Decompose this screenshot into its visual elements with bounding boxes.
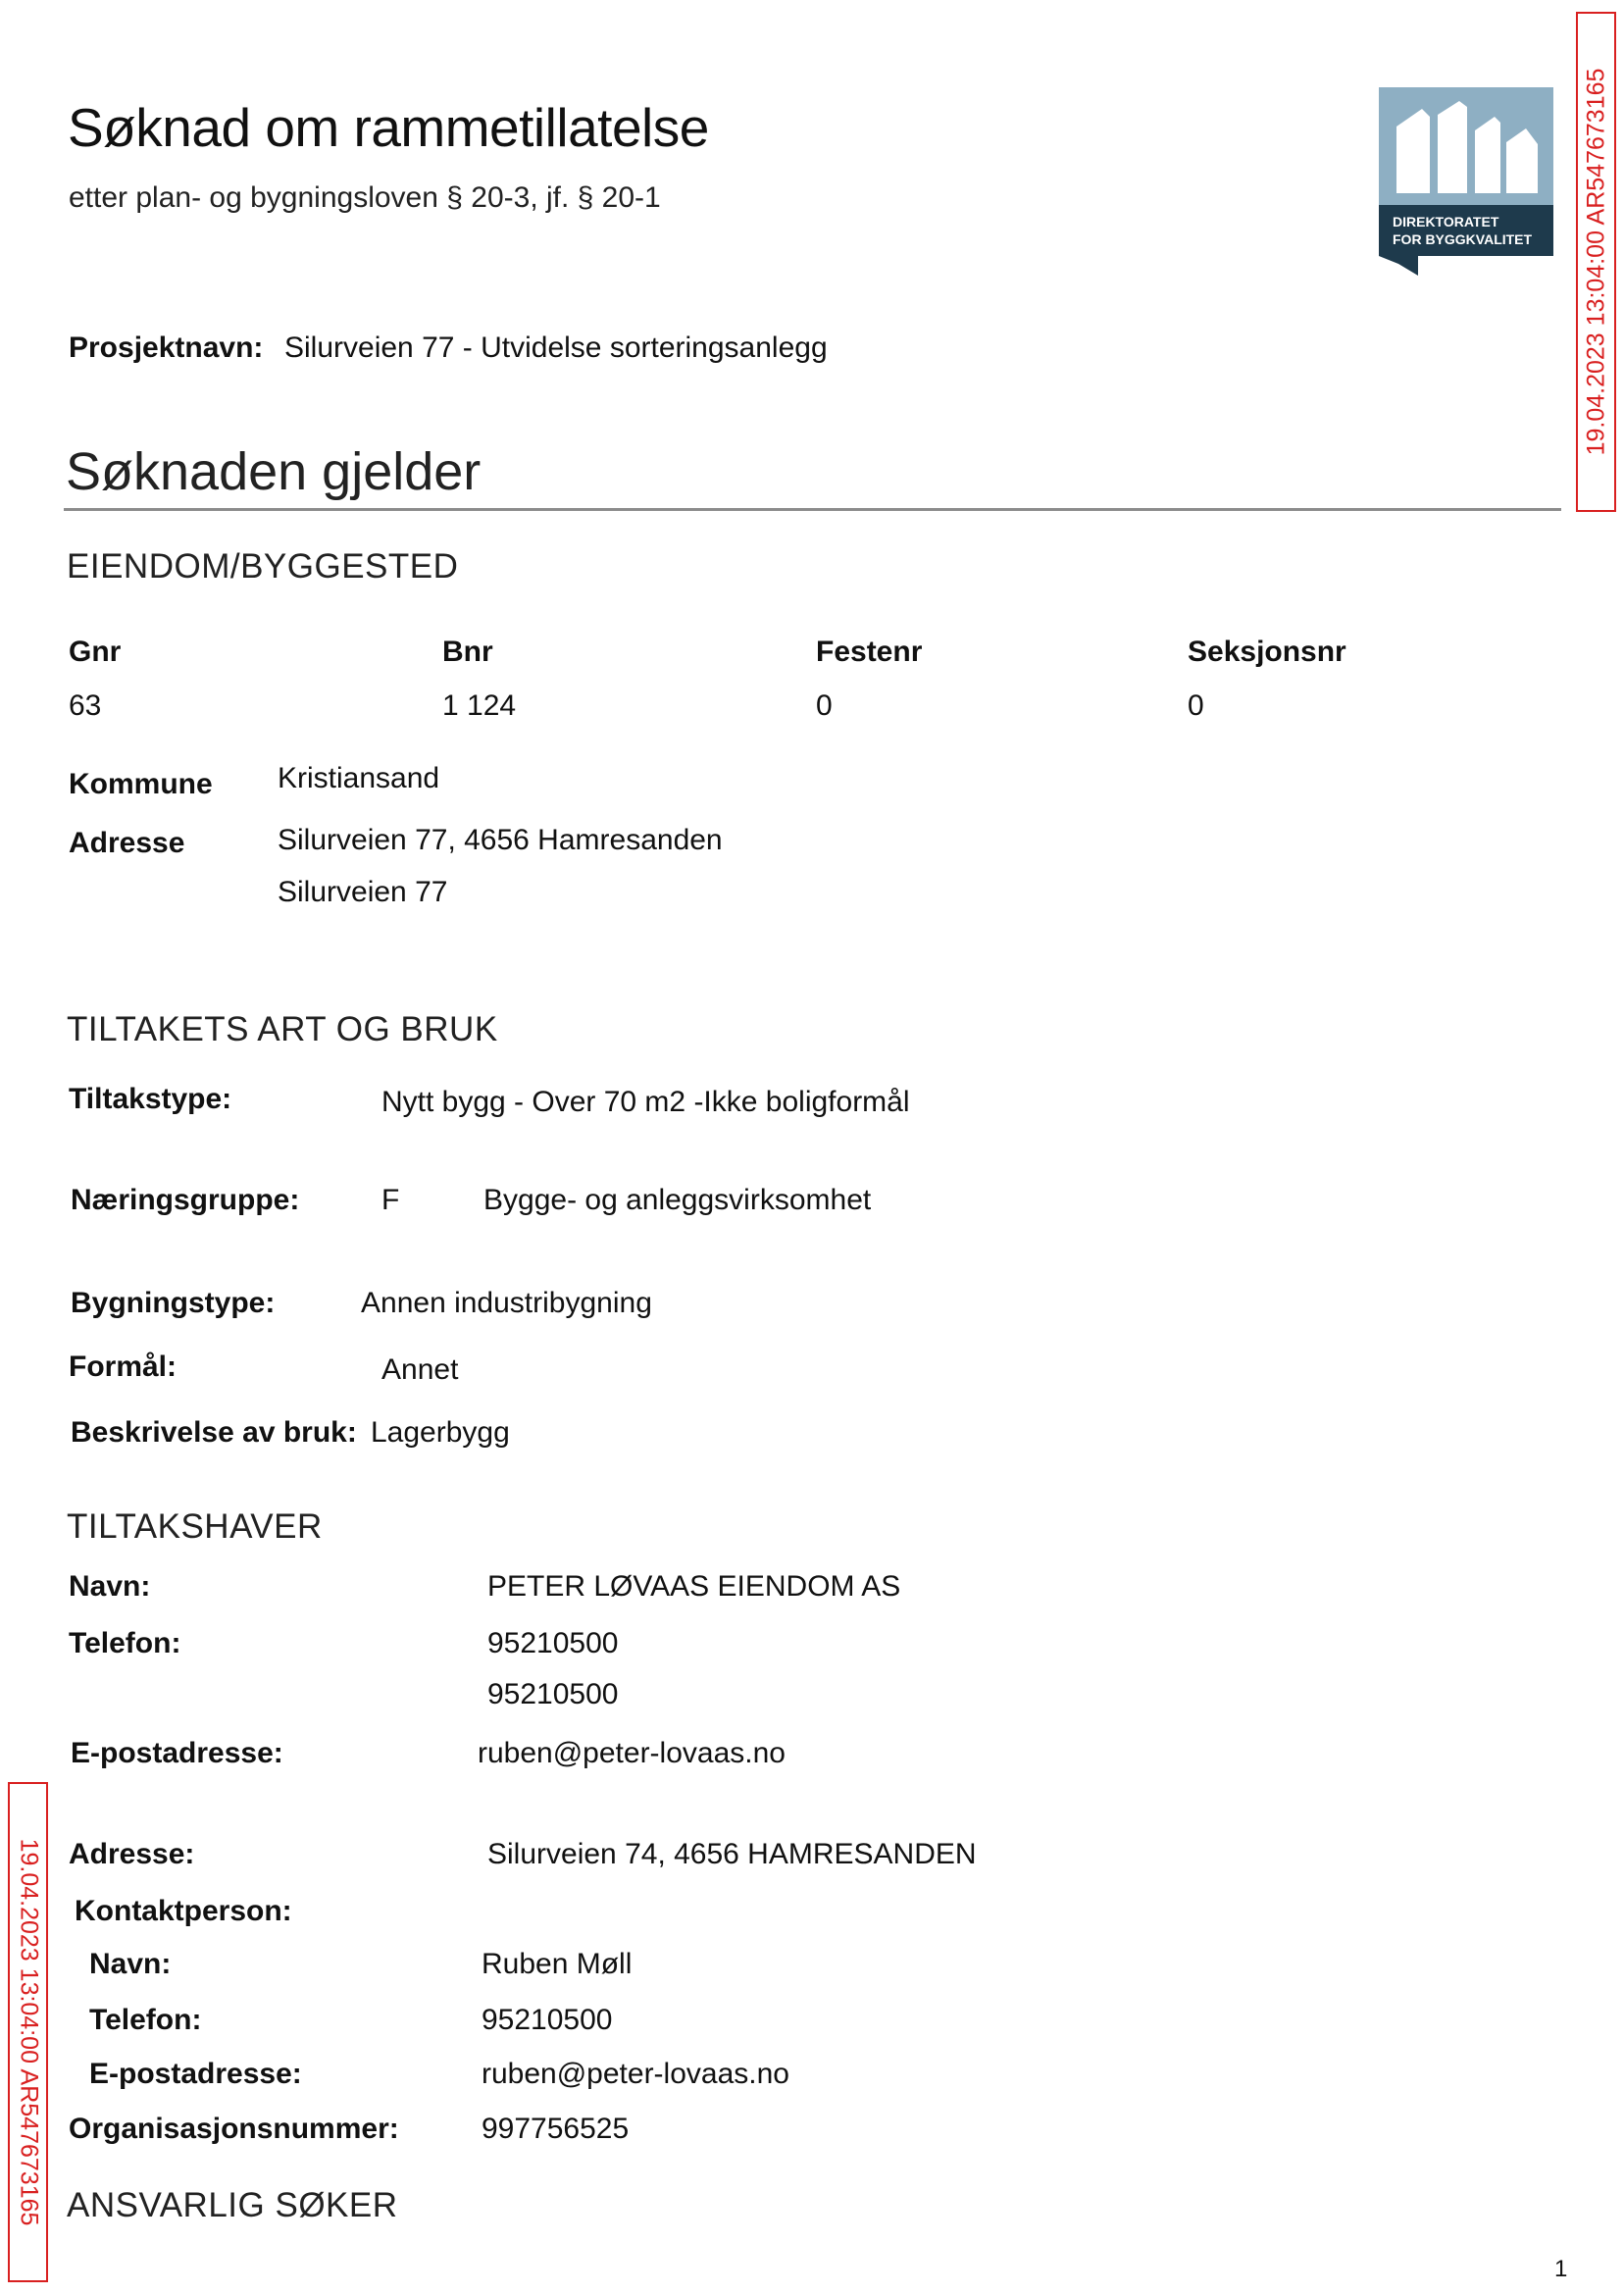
page-number: 1 [1554,2256,1568,2282]
tiltakshaver-adresse-label: Adresse: [69,1838,195,1870]
tiltakshaver-epost-value: ruben@peter-lovaas.no [478,1737,786,1769]
adresse-label: Adresse [69,827,185,859]
kontakt-navn-label: Navn: [89,1948,172,1980]
kommune-value: Kristiansand [278,762,440,794]
kontakt-telefon-value: 95210500 [482,2004,613,2036]
adresse-line-1: Silurveien 77, 4656 Hamresanden [278,824,723,856]
tiltakshaver-epost-label: E-postadresse: [71,1737,283,1769]
adresse-line-2: Silurveien 77 [278,876,448,908]
gnr-label: Gnr [69,636,122,668]
bnr-label: Bnr [442,636,493,668]
formal-value: Annet [381,1353,459,1386]
beskrivelse-label: Beskrivelse av bruk: [71,1416,357,1449]
tiltakshaver-navn-value: PETER LØVAAS EIENDOM AS [487,1570,901,1603]
bygningstype-label: Bygningstype: [71,1287,276,1319]
tiltak-heading: TILTAKETS ART OG BRUK [67,1010,498,1048]
kontakt-telefon-label: Telefon: [89,2004,202,2036]
ansvarlig-soker-heading: ANSVARLIG SØKER [67,2186,398,2224]
kontakt-epost-value: ruben@peter-lovaas.no [482,2058,789,2090]
kontakt-navn-value: Ruben Møll [482,1948,633,1980]
tiltakshaver-navn-label: Navn: [69,1570,151,1603]
festenr-value: 0 [816,689,833,722]
tiltakstype-label: Tiltakstype: [69,1083,232,1115]
kontaktperson-label: Kontaktperson: [75,1895,292,1927]
naeringsgruppe-code: F [381,1184,400,1216]
dibk-logo [1379,87,1553,276]
received-stamp-left [8,1782,48,2282]
seksjonsnr-value: 0 [1188,689,1204,722]
orgnr-value: 997756525 [482,2113,630,2145]
naeringsgruppe-value: Bygge- og anleggsvirksomhet [483,1184,872,1216]
kommune-label: Kommune [69,768,213,800]
document-subtitle: etter plan- og bygningsloven § 20-3, jf. § 20-1 [69,181,661,214]
stamp-text: 19.04.2023 13:04:00 AR547673165 [15,1838,42,2226]
tiltakstype-value: Nytt bygg - Over 70 m2 -Ikke boligformål [381,1086,910,1118]
formal-label: Formål: [69,1351,178,1383]
bnr-value: 1 124 [442,689,517,722]
tiltakshaver-telefon-label: Telefon: [69,1627,181,1659]
section-heading: Søknaden gjelder [66,442,482,501]
tiltakshaver-telefon-1: 95210500 [487,1627,619,1659]
svg-text:DIREKTORATET: DIREKTORATET [1393,214,1499,229]
section-divider [64,508,1561,511]
gnr-value: 63 [69,689,102,722]
beskrivelse-value: Lagerbygg [371,1416,510,1449]
tiltakshaver-heading: TILTAKSHAVER [67,1507,323,1546]
property-heading: EIENDOM/BYGGESTED [67,547,459,586]
received-stamp-right [1576,12,1616,512]
bygningstype-value: Annen industribygning [361,1287,652,1319]
stamp-text: 19.04.2023 13:04:00 AR547673165 [1582,68,1609,456]
project-name-label: Prosjektnavn: [69,331,264,364]
festenr-label: Festenr [816,636,923,668]
document-title: Søknad om rammetillatelse [68,97,709,158]
seksjonsnr-label: Seksjonsnr [1188,636,1346,668]
kontakt-epost-label: E-postadresse: [89,2058,302,2090]
tiltakshaver-telefon-2: 95210500 [487,1678,619,1710]
naeringsgruppe-label: Næringsgruppe: [71,1184,300,1216]
tiltakshaver-adresse-value: Silurveien 74, 4656 HAMRESANDEN [487,1838,977,1870]
orgnr-label: Organisasjonsnummer: [69,2113,399,2145]
project-name-value: Silurveien 77 - Utvidelse sorteringsanlegg [284,331,828,364]
svg-text:FOR BYGGKVALITET: FOR BYGGKVALITET [1393,231,1533,247]
